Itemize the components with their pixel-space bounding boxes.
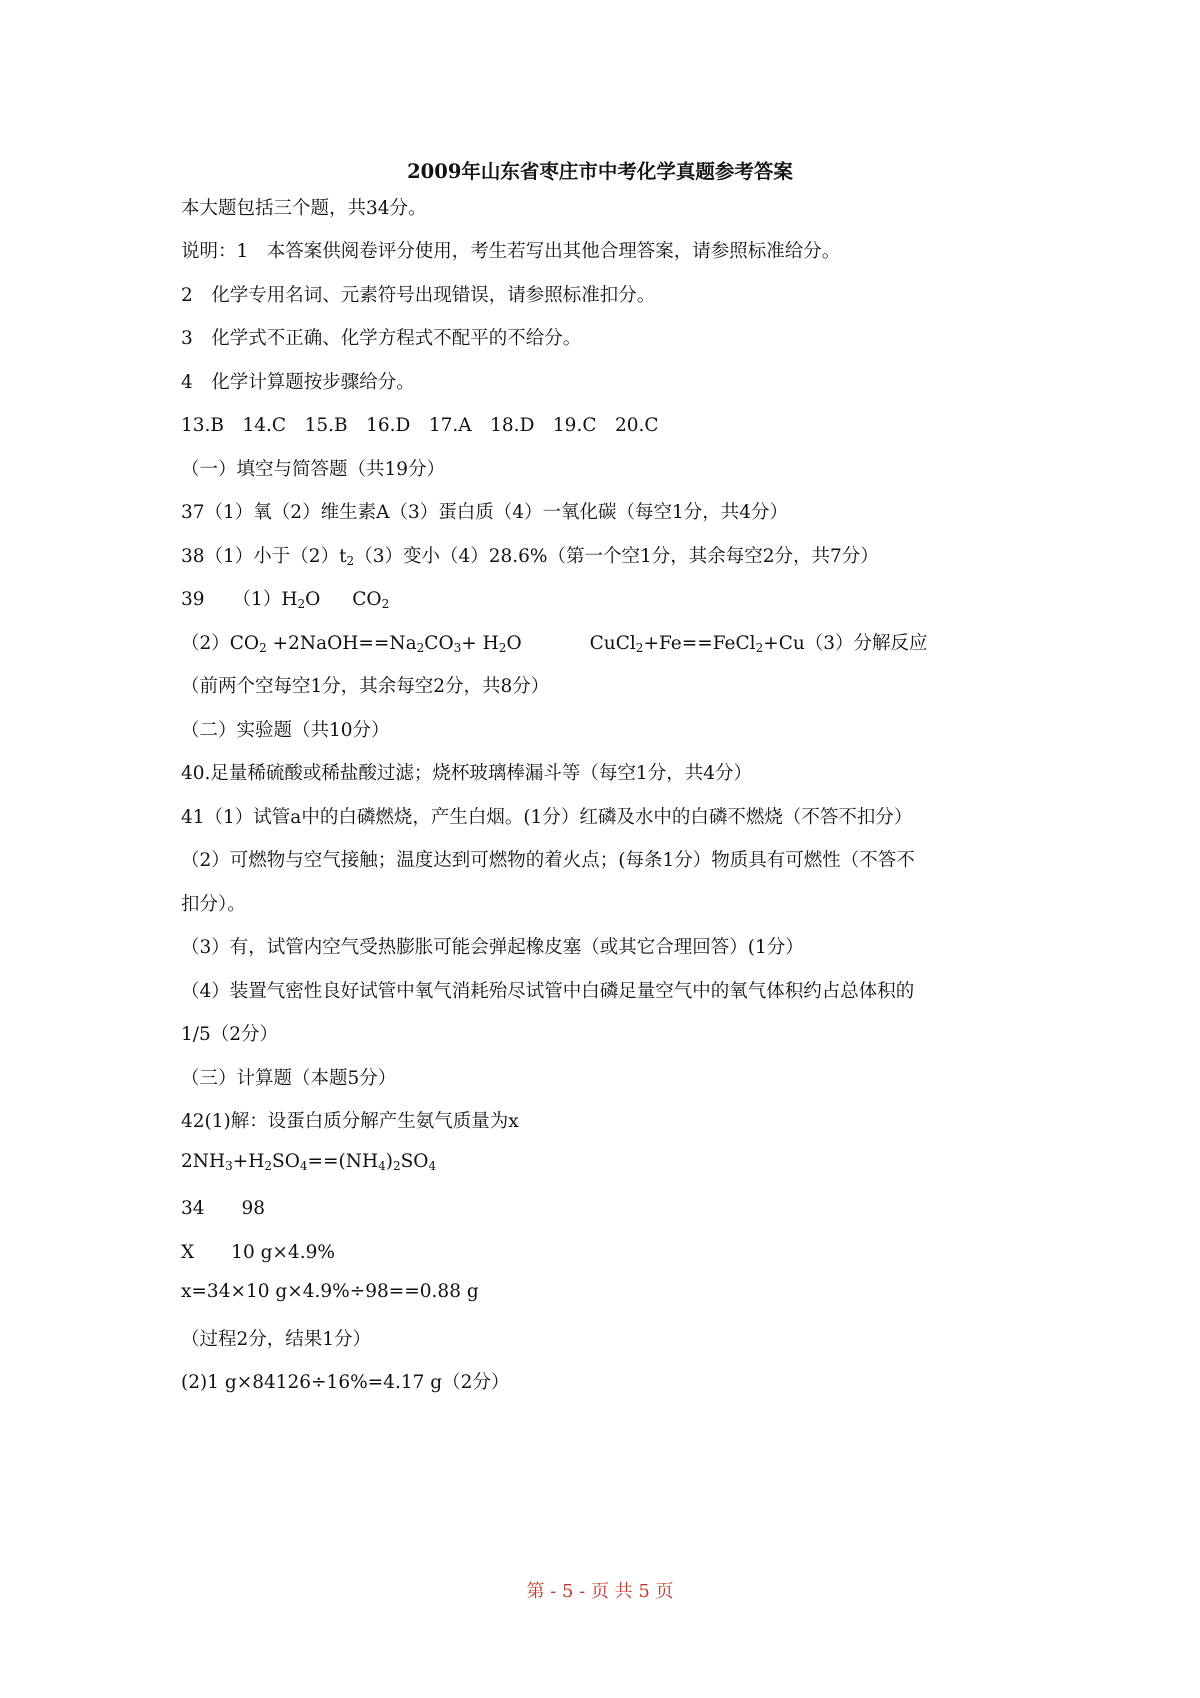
note-line-3: 3 化学式不正确、化学方程式不配平的不给分。	[181, 328, 582, 349]
eq-sub: 4	[428, 1159, 437, 1173]
h2o-o: O	[305, 589, 321, 610]
eq-part: SO	[400, 1151, 429, 1172]
answer-39	[181, 585, 1061, 611]
section-3-heading: （三）计算题（本题5分）	[181, 1068, 397, 1089]
h2o-sub: 2	[297, 597, 306, 611]
eq-part: +2NaOH==Na	[266, 633, 417, 654]
eq-sub: 3	[453, 641, 462, 655]
answer-38	[181, 542, 1061, 568]
document-title: 2009年山东省枣庄市中考化学真题参考答案	[407, 160, 793, 183]
eq-sub: 2	[392, 1159, 401, 1173]
eq-part: + H	[461, 633, 499, 654]
note-line-4: 4 化学计算题按步骤给分。	[181, 372, 415, 393]
eq-part: 2NH	[181, 1151, 226, 1172]
answer-41-1: 41（1）试管a中的白磷燃烧，产生白烟。(1分）红磷及水中的白磷不燃烧（不答不扣分）	[181, 807, 913, 828]
eq-part: +H	[232, 1151, 265, 1172]
answer-41-3: （3）有，试管内空气受热膨胀可能会弹起橡皮塞（或其它合理回答）(1分）	[181, 937, 804, 958]
molar-mass-line: 34 98	[181, 1198, 266, 1219]
co2-co: CO	[352, 589, 382, 610]
eq-part: +Fe==FeCl	[643, 633, 756, 654]
choice-answers: 13.B 14.C 15.B 16.D 17.A 18.D 19.C 20.C	[181, 415, 659, 436]
answer-38-sub: 2	[346, 554, 355, 568]
eq-sub: 2	[264, 1159, 273, 1173]
answer-38-after: （3）变小（4）28.6%（第一个空1分，其余每空2分，共7分）	[354, 546, 879, 567]
intro-line: 本大题包括三个题，共34分。	[181, 198, 427, 219]
section-2-heading: （二）实验题（共10分）	[181, 720, 390, 741]
answer-39-part1: （1）H	[232, 589, 298, 610]
eq-sub: 2	[416, 641, 425, 655]
answer-41-4-cont: 1/5（2分）	[181, 1024, 279, 1045]
eq-part: +Cu（3）分解反应	[763, 633, 928, 654]
answer-42-2: (2)1 g×84126÷16%=4.17 g（2分）	[181, 1372, 510, 1393]
eq-sub: 4	[299, 1159, 308, 1173]
note-line-1: 说明：1 本答案供阅卷评分使用，考生若写出其他合理答案，请参照标准给分。	[181, 241, 841, 262]
eq-part: （2）CO	[181, 633, 260, 654]
eq-part: CuCl	[589, 633, 636, 654]
calculation-line: x=34×10 g×4.9%÷98==0.88 g	[181, 1281, 479, 1302]
eq-sub: 2	[498, 641, 507, 655]
eq-sub: 2	[755, 641, 764, 655]
answer-39-equations	[181, 629, 1061, 655]
answer-42-1: 42(1)解：设蛋白质分解产生氨气质量为x	[181, 1111, 519, 1132]
eq-part: CO	[424, 633, 454, 654]
eq-part: ==(NH	[307, 1151, 379, 1172]
answer-40: 40.足量稀硫酸或稀盐酸过滤；烧杯玻璃棒漏斗等（每空1分，共4分）	[181, 763, 752, 784]
eq-part: SO	[272, 1151, 300, 1172]
eq-sub: 3	[225, 1159, 233, 1173]
reaction-equation	[181, 1151, 1061, 1173]
eq-sub: 2	[635, 641, 644, 655]
scoring-note: （过程2分，结果1分）	[181, 1329, 372, 1350]
eq-sub: 2	[259, 641, 267, 655]
eq-sub: 4	[378, 1159, 386, 1173]
note-line-2: 2 化学专用名词、元素符号出现错误，请参照标准扣分。	[181, 285, 656, 306]
answer-37: 37（1）氧（2）维生素A（3）蛋白质（4）一氧化碳（每空1分，共4分）	[181, 502, 789, 523]
answer-41-2: （2）可燃物与空气接触；温度达到可燃物的着火点；(每条1分）物质具有可燃性（不答不	[181, 850, 915, 871]
answer-39-scoring: （前两个空每空1分，其余每空2分，共8分）	[181, 676, 550, 697]
page-footer: 第 - 5 - 页 共 5 页	[526, 1581, 674, 1602]
quantity-line: X 10 g×4.9%	[181, 1242, 335, 1263]
eq-part: O	[506, 633, 522, 654]
section-1-heading: （一）填空与简答题（共19分）	[181, 459, 446, 480]
eq-part: )	[385, 1151, 393, 1172]
answer-39-label: 39	[181, 589, 205, 610]
answer-38-before: 38（1）小于（2）t	[181, 546, 347, 567]
answer-41-2-cont: 扣分）。	[181, 894, 246, 915]
co2-sub: 2	[381, 597, 390, 611]
answer-41-4: （4）装置气密性良好试管中氧气消耗殆尽试管中白磷足量空气中的氧气体积约占总体积的	[181, 981, 915, 1002]
